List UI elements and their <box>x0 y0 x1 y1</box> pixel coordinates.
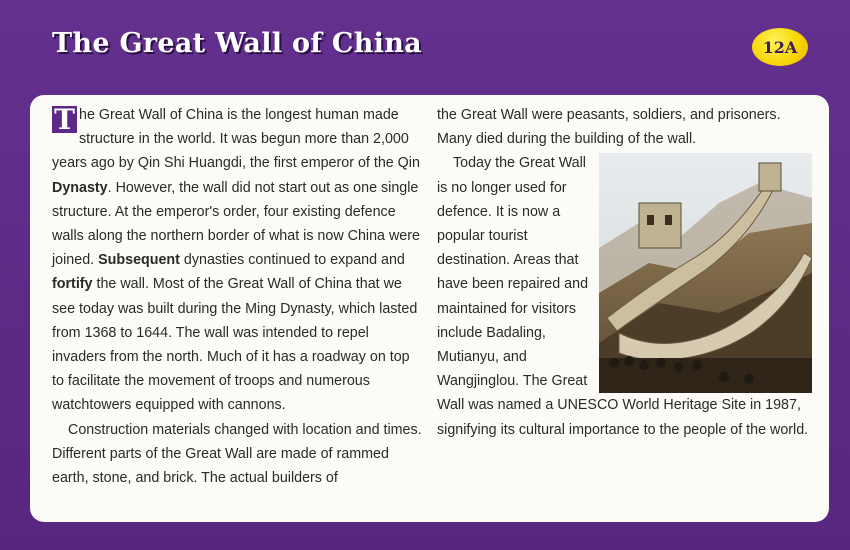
paragraph-today: Today the Great Wall is no longer used for defence. It is now a popular tourist destination. Areas that have been repaired and maintained for visitors include Badaling, Mutianyu, and Wangjinglou. The Great Wall was named a UNESCO World Heritage Site in 1987, signifying its cultural importance to the people of the world. <box>437 155 809 438</box>
term-fortify: fortify <box>52 276 93 293</box>
paragraph-intro <box>52 103 424 418</box>
intro-text-4: the wall. Most of the Great Wall of China that we see today was built during the Ming Dynasty, which lasted from 1368 to 1644. The wall was intended to repel invaders from the north. Much of it has a roadway on top to facilitate the movement of troops and numerous watchtowers equipped with cannons. <box>52 276 418 414</box>
card-title: The Great Wall of China <box>52 28 422 59</box>
great-wall-photo <box>599 153 812 393</box>
paragraph-materials: Construction materials changed with location and times. Different parts of the Great Wall are made of rammed earth, stone, and brick. The actual builders of <box>52 421 422 487</box>
great-wall-photo-frame <box>599 153 812 393</box>
intro-text-3: dynasties continued to expand and <box>179 252 405 269</box>
intro-text-1: he Great Wall of China is the longest human made structure in the world. It was begun more than 2,000 years ago by Qin Shi Huangdi, the first emperor of the Qin <box>52 107 420 172</box>
drop-cap: T <box>52 106 77 133</box>
card-number-badge: 12A <box>752 28 808 66</box>
paragraph-materials-cont: the Great Wall were peasants, soldiers, and prisoners. Many died during the building of the wall. <box>437 107 781 148</box>
left-column <box>52 103 424 490</box>
content-panel <box>30 95 829 522</box>
intro-text-2: . However, the wall did not start out as one single structure. At the emperor's order, four existing defence walls along the northern border of what is now China were joined. <box>52 179 420 269</box>
right-column <box>437 103 812 442</box>
term-dynasty: Dynasty <box>52 179 108 196</box>
term-subsequent: Subsequent <box>98 252 180 269</box>
